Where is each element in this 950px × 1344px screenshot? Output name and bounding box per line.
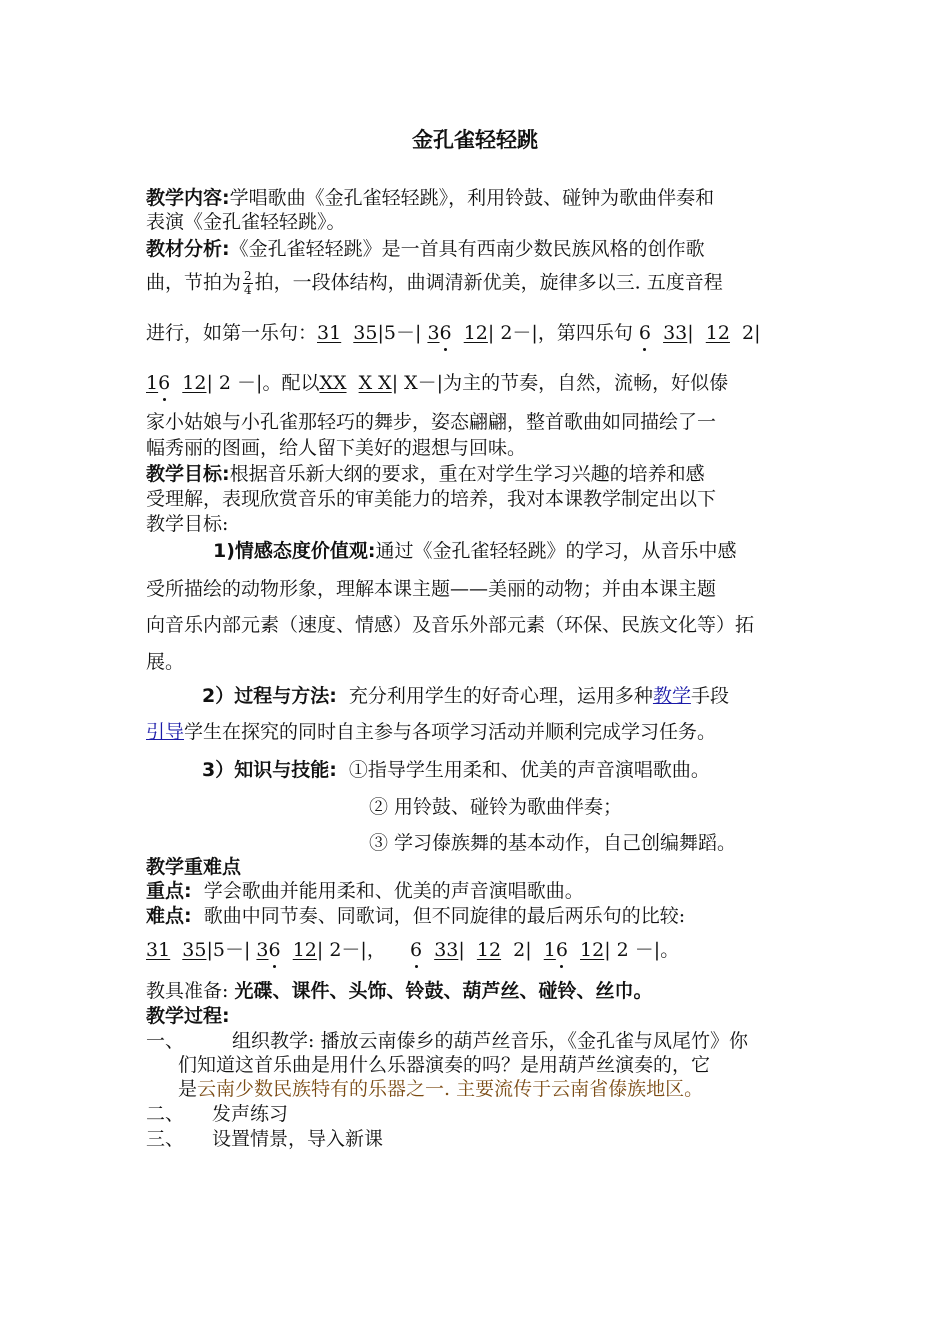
process-step-1-line-2: 们知道这首乐曲是用什么乐器演奏的吗？是用葫芦丝演奏的，它: [178, 1054, 711, 1076]
notation-bar: | 2－|，第四乐句: [487, 322, 633, 344]
note-digit: 1: [543, 939, 556, 961]
analysis-line-1: [146, 237, 705, 261]
difficulty-notation: [146, 938, 679, 962]
goals-line-1: [146, 462, 705, 486]
step-2-text: 发声练习: [212, 1103, 289, 1125]
key-point-line: [146, 879, 584, 903]
notation-note: 12: [463, 322, 488, 344]
notation-bar: |: [458, 939, 465, 961]
goals-line-2: 受理解，表现欣赏音乐的审美能力的培养，我对本课教学制定出以下: [146, 488, 717, 510]
goal-1-text-1: 通过《金孔雀轻轻跳》的学习，从音乐中感: [375, 540, 737, 562]
notation-note: 12: [705, 322, 730, 344]
notation-note: 33: [663, 322, 688, 344]
note-digit-low: 6: [439, 322, 452, 344]
notation-note: [146, 372, 170, 394]
step-2-number: 二、: [146, 1103, 185, 1125]
rhythm-pattern: X X: [358, 372, 392, 394]
notation-note: 12: [580, 939, 605, 961]
goal-3-item-1: ①指导学生用柔和、优美的声音演唱歌曲。: [348, 759, 710, 781]
analysis-line-2: [146, 270, 723, 297]
goals-line-3: 教学目标:: [146, 513, 229, 535]
goal-3-label: 3）知识与技能:: [202, 759, 337, 781]
notation-note-low: 6: [410, 939, 423, 961]
content-line-2: 表演《金孔雀轻轻跳》。: [146, 211, 346, 233]
goal-3-line-1: [202, 758, 710, 782]
note-digit-low: 6: [158, 372, 171, 394]
notation-bar: |: [687, 322, 694, 344]
analysis-line-4: [146, 371, 728, 395]
analysis-line-3: [146, 321, 761, 345]
time-signature-denominator: 4: [244, 283, 252, 297]
key-point-text: 学会歌曲并能用柔和、优美的声音演唱歌曲。: [203, 880, 584, 902]
analysis-text-4a: | 2 －|。配以: [206, 372, 320, 394]
hard-point-label: 难点:: [146, 905, 192, 927]
notation-note: 12: [182, 372, 207, 394]
tools-line: [146, 979, 652, 1003]
goal-3-item-3: ③ 学习傣族舞的基本动作，自己创编舞蹈。: [369, 832, 737, 854]
notation-note: [427, 322, 451, 344]
goal-1-line-1: [213, 539, 737, 563]
content-line-1: [146, 186, 714, 210]
note-digit: 1: [146, 372, 159, 394]
notation-note: 35: [182, 939, 207, 961]
goal-2-line-1: [202, 684, 729, 708]
rhythm-pattern: XX: [319, 372, 347, 394]
notation-bar: | 2－|，: [316, 939, 386, 961]
time-signature: [243, 270, 253, 297]
goals-label: 教学目标:: [146, 463, 230, 485]
hard-point-line: [146, 904, 685, 928]
notation-note: 12: [292, 939, 317, 961]
notation-bar: |5－|: [377, 322, 422, 344]
analysis-label: 教材分析:: [146, 238, 230, 260]
analysis-text-2b: 拍，一段体结构，曲调清新优美，旋律多以三. 五度音程: [254, 271, 723, 294]
time-signature-numerator: 2: [244, 269, 252, 283]
notation-note: 35: [353, 322, 378, 344]
notation-note: 12: [476, 939, 502, 961]
step-3-number: 三、: [146, 1128, 185, 1150]
analysis-text-1: 《金孔雀轻轻跳》是一首具有西南少数民族风格的创作歌: [229, 238, 705, 260]
notation-note-low: 6: [638, 322, 651, 344]
notation-bar: 2|: [513, 939, 532, 961]
notation-note: 33: [434, 939, 459, 961]
note-digit-low: 6: [555, 939, 568, 961]
goal-3-item-2: ② 用铃鼓、碰铃为歌曲伴奏；: [369, 796, 623, 818]
tools-label: 教具准备:: [146, 980, 229, 1002]
notation-note: 31: [146, 939, 171, 961]
goal-2-text-1: 充分利用学生的好奇心理，运用多种: [348, 685, 653, 707]
goal-2-label: 2）过程与方法:: [202, 685, 337, 707]
process-step-1-line-1: [146, 1029, 748, 1053]
key-point-label: 重点:: [146, 880, 192, 902]
guide-link[interactable]: 引导: [146, 721, 185, 743]
tools-text: 光碟、课件、头饰、铃鼓、葫芦丝、碰铃、丝巾。: [234, 980, 653, 1002]
goals-text-1: 根据音乐新大纲的要求，重在对学生学习兴趣的培养和感: [229, 463, 705, 485]
step-1-text-3a: 是: [178, 1078, 198, 1100]
process-step-2: [146, 1102, 288, 1126]
notation-bar: |5－|: [206, 939, 251, 961]
goal-2-line-2: [146, 720, 716, 744]
content-label: 教学内容:: [146, 187, 230, 209]
step-1-text-3b: 云南少数民族特有的乐器之一. 主要流传于云南省傣族地区。: [197, 1078, 704, 1100]
analysis-line-6: 幅秀丽的图画，给人留下美好的遐想与回味。: [146, 437, 527, 459]
step-1-number: 一、: [146, 1030, 185, 1052]
goal-1-line-2: 受所描绘的动物形象，理解本课主题——美丽的动物；并由本课主题: [146, 578, 717, 600]
notation-bar: | 2 －|。: [604, 939, 680, 961]
goal-1-line-4: 展。: [146, 651, 185, 673]
teaching-link[interactable]: 教学: [652, 685, 691, 707]
difficulty-heading: 教学重难点: [146, 856, 242, 878]
analysis-text-3: 进行，如第一乐句：: [146, 322, 318, 344]
notation-note: [544, 939, 568, 961]
notation-note: [256, 939, 280, 961]
analysis-line-5: 家小姑娘与小孔雀那轻巧的舞步，姿态翩翩，整首歌曲如同描绘了一: [146, 411, 717, 433]
notation-bar: 2|: [742, 322, 761, 344]
step-1-text-1: 组织教学: 播放云南傣乡的葫芦丝音乐，《金孔雀与凤尾竹》你: [232, 1030, 748, 1052]
note-digit: 3: [427, 322, 440, 344]
goal-1-line-3: 向音乐内部元素（速度、情感）及音乐外部元素（环保、民族文化等）拓: [146, 614, 755, 636]
note-digit: 3: [256, 939, 269, 961]
content-text-1: 学唱歌曲《金孔雀轻轻跳》，利用铃鼓、碰钟为歌曲伴奏和: [229, 187, 715, 209]
goal-1-label: 1)情感态度价值观:: [213, 540, 376, 562]
analysis-text-4b: | X－|为主的节奏，自然，流畅，好似傣: [391, 372, 729, 394]
hard-point-text: 歌曲中同节奏、同歌词，但不同旋律的最后两乐句的比较:: [203, 905, 686, 927]
notation-note: 31: [317, 322, 342, 344]
process-step-3: [146, 1127, 383, 1151]
goal-2-text-1b: 手段: [690, 685, 729, 707]
document-title: 金孔雀轻轻跳: [412, 128, 538, 152]
step-3-text: 设置情景，导入新课: [212, 1128, 384, 1150]
process-heading: 教学过程:: [146, 1005, 230, 1027]
analysis-text-2a: 曲，节拍为: [146, 271, 242, 294]
note-digit-low: 6: [268, 939, 281, 961]
goal-2-text-2: 学生在探究的同时自主参与各项学习活动并顺利完成学习任务。: [184, 721, 717, 743]
process-step-1-line-3: [178, 1077, 703, 1101]
